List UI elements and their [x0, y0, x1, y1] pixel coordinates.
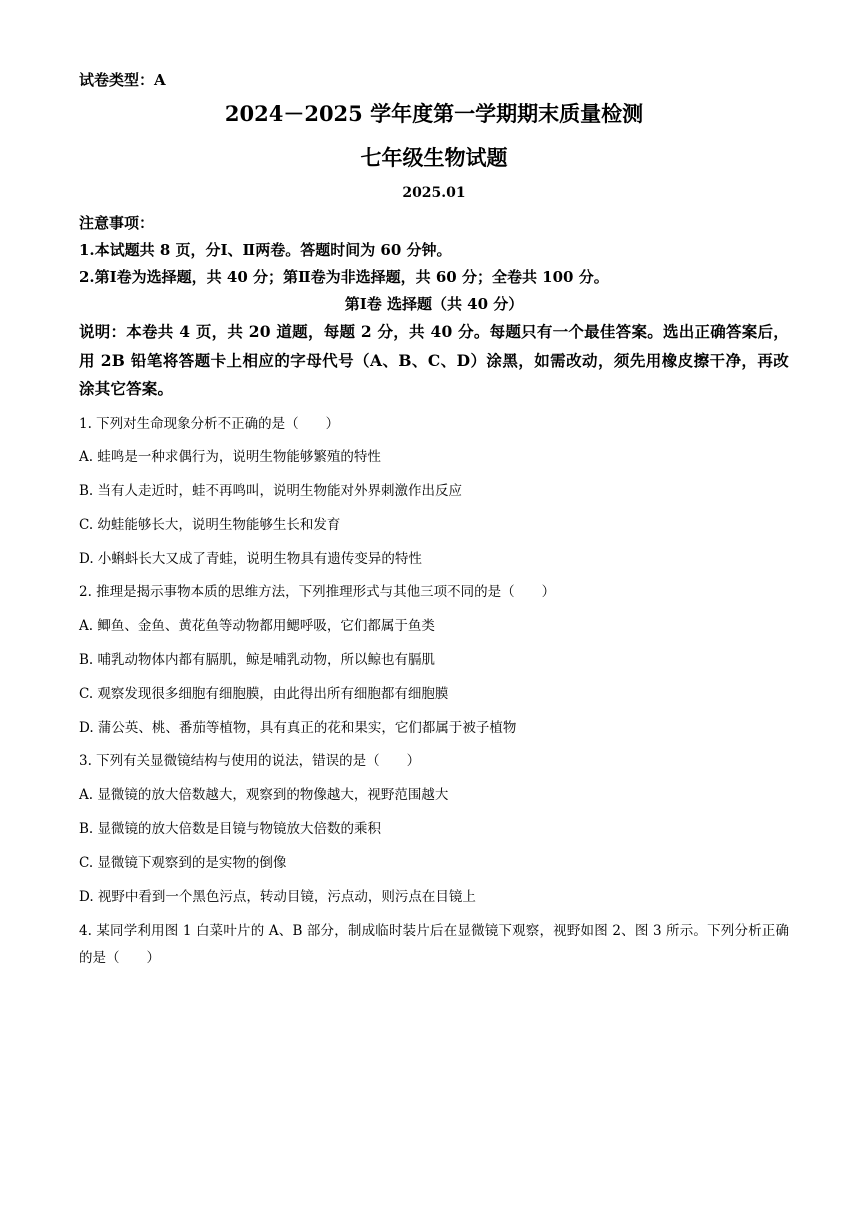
section-explanation: 说明：本卷共 4 页，共 20 道题，每题 2 分，共 40 分。每题只有一个最佳答案。选出正确答案后，用 2B 铅笔将答题卡上相应的字母代号（A、B、C、D）涂黑，如需改动，须先用橡皮擦干净，再改涂其它答案。 — [79, 322, 789, 398]
notes-heading: 注意事项： — [79, 214, 155, 232]
section-title: 第Ⅰ卷 选择题（共 40 分） — [344, 295, 524, 313]
exam-subtitle: 七年级生物试题 — [360, 145, 508, 170]
question-option: C. 幼蛙能够长大，说明生物能够生长和发育 — [79, 516, 341, 533]
question-stem: 3. 下列有关显微镜结构与使用的说法，错误的是（ ） — [79, 753, 421, 770]
question-option: D. 蒲公英、桃、番茄等植物，具有真正的花和果实，它们都属于被子植物 — [79, 719, 517, 736]
question-stem: 1. 下列对生命现象分析不正确的是（ ） — [79, 415, 340, 432]
question-3 — [79, 745, 789, 914]
question-option: B. 显微镜的放大倍数是目镜与物镜放大倍数的乘积 — [79, 821, 382, 838]
question-option: C. 观察发现很多细胞有细胞膜，由此得出所有细胞都有细胞膜 — [79, 685, 449, 702]
question-option: A. 显微镜的放大倍数越大，观察到的物像越大，视野范围越大 — [79, 787, 449, 804]
exam-title: 2024－2025 学年度第一学期期末质量检测 — [224, 101, 644, 126]
question-option: A. 蛙鸣是一种求偶行为，说明生物能够繁殖的特性 — [79, 449, 381, 466]
question-option: D. 视野中看到一个黑色污点，转动目镜，污点动，则污点在目镜上 — [79, 888, 476, 905]
exam-date: 2025.01 — [402, 185, 466, 201]
question-option: C. 显微镜下观察到的是实物的倒像 — [79, 854, 287, 871]
exam-type: 试卷类型：A — [79, 71, 166, 89]
question-option: D. 小蝌蚪长大又成了青蛙，说明生物具有遗传变异的特性 — [79, 550, 422, 567]
notes-item: 1.本试题共 8 页，分Ⅰ、Ⅱ两卷。答题时间为 60 分钟。 — [79, 241, 452, 259]
question-stem: 2. 推理是揭示事物本质的思维方法，下列推理形式与其他三项不同的是（ ） — [79, 584, 556, 601]
question-1 — [79, 408, 789, 577]
notes-item: 2.第Ⅰ卷为选择题，共 40 分；第Ⅱ卷为非选择题，共 60 分；全卷共 100 分。 — [79, 268, 609, 286]
question-option: A. 鲫鱼、金鱼、黄花鱼等动物都用鳃呼吸，它们都属于鱼类 — [79, 618, 435, 635]
exam-page — [79, 68, 789, 972]
question-2 — [79, 576, 789, 745]
question-stem: 4. 某同学利用图 1 白菜叶片的 A、B 部分，制成临时装片后在显微镜下观察，视野如图 2、图 3 所示。下列分析正确的是（ ） — [79, 923, 789, 967]
question-4 — [79, 918, 789, 972]
question-option: B. 当有人走近时，蛙不再鸣叫，说明生物能对外界刺激作出反应 — [79, 483, 463, 500]
question-option: B. 哺乳动物体内都有膈肌，鲸是哺乳动物，所以鲸也有膈肌 — [79, 652, 436, 669]
